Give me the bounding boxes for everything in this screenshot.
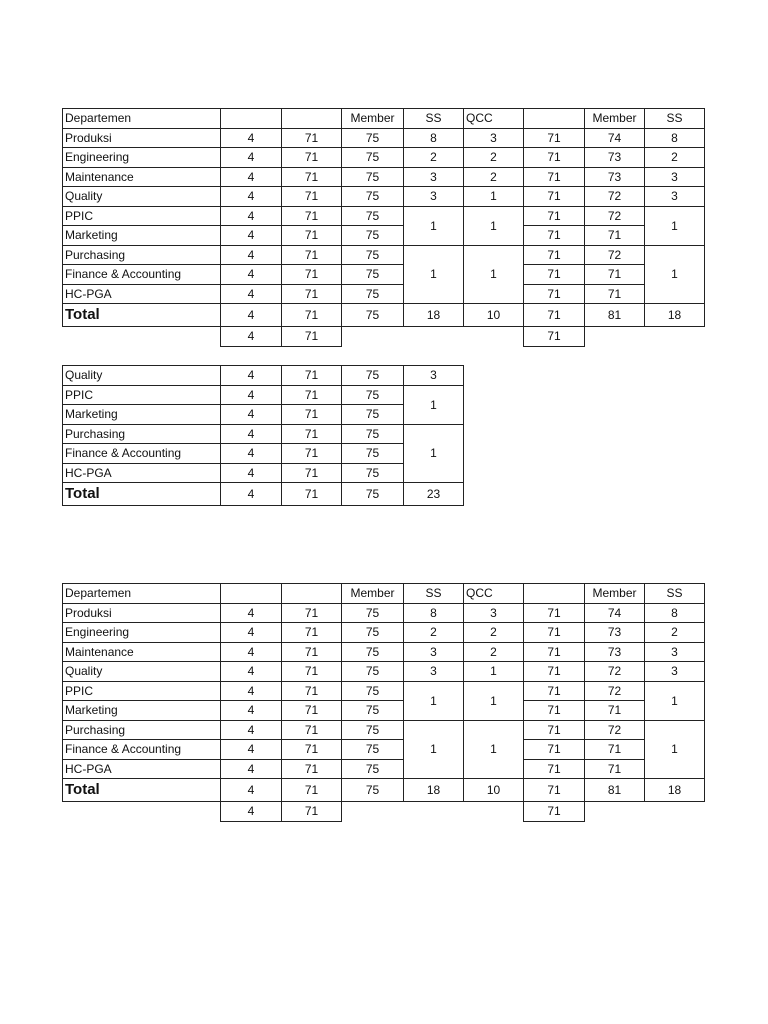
header-cell [524,584,585,604]
value-cell: 71 [282,187,342,207]
department-label: Marketing [63,226,221,246]
value-cell: 75 [342,740,404,760]
department-label: Quality [63,662,221,682]
value-cell: 71 [282,284,342,304]
value-cell: 71 [282,226,342,246]
header-cell [524,109,585,129]
total-cell: 75 [342,483,404,506]
value-cell: 2 [464,623,524,643]
value-cell: 75 [342,701,404,721]
department-table [62,108,705,347]
department-label: PPIC [63,681,221,701]
department-label: Produksi [63,603,221,623]
department-label: Marketing [63,701,221,721]
value-cell: 71 [282,740,342,760]
value-cell: 71 [282,148,342,168]
value-cell: 4 [221,681,282,701]
total-label: Total [63,483,221,506]
value-cell: 3 [645,662,705,682]
department-label: Maintenance [63,642,221,662]
total-cell: 75 [342,304,404,327]
table-row [63,226,705,246]
header-cell: Departemen [63,109,221,129]
value-cell: 75 [342,681,404,701]
total-cell: 18 [404,779,464,802]
value-cell: 75 [342,603,404,623]
department-label: Finance & Accounting [63,265,221,285]
value-cell: 74 [585,128,645,148]
total-cell: 75 [342,779,404,802]
merged-value-cell: 1 [404,245,464,304]
value-cell: 71 [524,681,585,701]
department-label: Purchasing [63,720,221,740]
empty-cell [342,327,404,347]
table-row [63,444,464,464]
value-cell: 75 [342,366,404,386]
table-row [63,187,705,207]
extra-cell: 4 [221,327,282,347]
value-cell: 4 [221,366,282,386]
table-row [63,662,705,682]
empty-cell [63,802,221,822]
total-cell: 4 [221,483,282,506]
extra-cell: 4 [221,802,282,822]
header-cell: SS [645,584,705,604]
empty-cell [342,802,404,822]
department-label: PPIC [63,385,221,405]
department-label: HC-PGA [63,463,221,483]
merged-value-cell: 1 [645,245,705,304]
total-cell: 18 [404,304,464,327]
total-cell: 4 [221,779,282,802]
table-row [63,642,705,662]
merged-value-cell: 1 [645,720,705,779]
value-cell: 71 [585,701,645,721]
value-cell: 71 [524,603,585,623]
department-label: PPIC [63,206,221,226]
value-cell: 71 [524,662,585,682]
value-cell: 71 [282,405,342,425]
value-cell: 4 [221,265,282,285]
value-cell: 3 [404,167,464,187]
value-cell: 71 [524,623,585,643]
table-row [63,366,464,386]
value-cell: 75 [342,385,404,405]
total-cell: 71 [524,779,585,802]
merged-value-cell: 1 [404,720,464,779]
value-cell: 71 [282,265,342,285]
total-cell: 81 [585,304,645,327]
value-cell: 2 [645,148,705,168]
table-row [63,148,705,168]
header-cell [221,584,282,604]
header-row [63,584,705,604]
department-label: Marketing [63,405,221,425]
value-cell: 75 [342,148,404,168]
header-cell: Member [342,109,404,129]
table-row [63,701,705,721]
value-cell: 4 [221,148,282,168]
empty-cell [404,802,464,822]
department-table [62,583,705,822]
value-cell: 71 [524,284,585,304]
value-cell: 4 [221,701,282,721]
value-cell: 3 [404,662,464,682]
value-cell: 71 [282,603,342,623]
value-cell: 4 [221,623,282,643]
total-cell: 23 [404,483,464,506]
table-bottom [62,583,705,822]
value-cell: 75 [342,463,404,483]
value-cell: 71 [282,623,342,643]
merged-value-cell: 1 [404,206,464,245]
value-cell: 71 [524,148,585,168]
value-cell: 72 [585,681,645,701]
value-cell: 71 [524,265,585,285]
table-row [63,463,464,483]
value-cell: 75 [342,642,404,662]
value-cell: 4 [221,603,282,623]
value-cell: 71 [524,720,585,740]
value-cell: 2 [464,167,524,187]
header-cell: QCC [464,109,524,129]
value-cell: 3 [404,366,464,386]
value-cell: 75 [342,623,404,643]
value-cell: 71 [282,167,342,187]
total-row [63,779,705,802]
value-cell: 71 [282,642,342,662]
value-cell: 71 [585,740,645,760]
value-cell: 71 [282,444,342,464]
merged-value-cell: 1 [645,681,705,720]
value-cell: 75 [342,720,404,740]
merged-value-cell: 1 [404,385,464,424]
table-row [63,405,464,425]
header-cell: Member [585,109,645,129]
table-row [63,167,705,187]
value-cell: 71 [524,642,585,662]
value-cell: 71 [282,720,342,740]
value-cell: 74 [585,603,645,623]
header-cell: SS [404,584,464,604]
table-middle [62,365,464,506]
value-cell: 8 [404,603,464,623]
value-cell: 73 [585,148,645,168]
department-label: HC-PGA [63,284,221,304]
total-cell: 4 [221,304,282,327]
header-cell [221,109,282,129]
value-cell: 71 [524,759,585,779]
table-row [63,681,705,701]
value-cell: 2 [464,642,524,662]
header-cell: QCC [464,584,524,604]
merged-value-cell: 1 [404,424,464,483]
value-cell: 4 [221,740,282,760]
department-label: Purchasing [63,245,221,265]
table-row [63,424,464,444]
value-cell: 4 [221,284,282,304]
value-cell: 3 [404,187,464,207]
empty-cell [464,802,524,822]
value-cell: 72 [585,206,645,226]
department-label: Purchasing [63,424,221,444]
department-subtable [62,365,464,506]
total-cell: 81 [585,779,645,802]
value-cell: 71 [524,128,585,148]
value-cell: 71 [282,385,342,405]
table-row [63,623,705,643]
value-cell: 4 [221,226,282,246]
header-cell: Member [342,584,404,604]
value-cell: 71 [524,206,585,226]
department-label: Quality [63,187,221,207]
merged-value-cell: 1 [464,206,524,245]
table-row [63,128,705,148]
header-cell: Departemen [63,584,221,604]
value-cell: 1 [464,662,524,682]
value-cell: 4 [221,128,282,148]
value-cell: 71 [282,701,342,721]
value-cell: 8 [645,128,705,148]
table-row [63,245,705,265]
value-cell: 71 [282,681,342,701]
table-row [63,720,705,740]
value-cell: 4 [221,385,282,405]
department-label: Produksi [63,128,221,148]
value-cell: 3 [645,642,705,662]
value-cell: 75 [342,405,404,425]
empty-cell [585,802,645,822]
value-cell: 71 [524,740,585,760]
total-cell: 18 [645,779,705,802]
value-cell: 72 [585,720,645,740]
table-row [63,265,705,285]
department-label: Quality [63,366,221,386]
value-cell: 72 [585,662,645,682]
value-cell: 71 [524,167,585,187]
total-label: Total [63,304,221,327]
value-cell: 3 [464,128,524,148]
value-cell: 3 [404,642,464,662]
table-row [63,206,705,226]
value-cell: 2 [404,623,464,643]
value-cell: 71 [282,759,342,779]
header-cell: Member [585,584,645,604]
value-cell: 75 [342,759,404,779]
department-label: Finance & Accounting [63,444,221,464]
extra-cell: 71 [524,802,585,822]
extra-cell: 71 [282,802,342,822]
value-cell: 3 [464,603,524,623]
total-label: Total [63,779,221,802]
value-cell: 75 [342,128,404,148]
header-row [63,109,705,129]
value-cell: 72 [585,187,645,207]
department-label: Engineering [63,148,221,168]
total-cell: 71 [282,483,342,506]
total-cell: 10 [464,304,524,327]
value-cell: 71 [282,366,342,386]
value-cell: 3 [645,187,705,207]
empty-cell [404,327,464,347]
merged-value-cell: 1 [464,681,524,720]
extra-cell: 71 [524,327,585,347]
header-cell: SS [645,109,705,129]
header-cell: SS [404,109,464,129]
department-label: Maintenance [63,167,221,187]
total-cell: 10 [464,779,524,802]
value-cell: 2 [404,148,464,168]
value-cell: 71 [282,245,342,265]
total-cell: 18 [645,304,705,327]
value-cell: 4 [221,662,282,682]
value-cell: 75 [342,662,404,682]
value-cell: 71 [524,245,585,265]
merged-value-cell: 1 [464,720,524,779]
department-label: Finance & Accounting [63,740,221,760]
value-cell: 4 [221,424,282,444]
value-cell: 75 [342,187,404,207]
value-cell: 75 [342,245,404,265]
value-cell: 72 [585,245,645,265]
value-cell: 71 [282,128,342,148]
value-cell: 4 [221,245,282,265]
table-row [63,603,705,623]
value-cell: 2 [645,623,705,643]
value-cell: 73 [585,167,645,187]
value-cell: 4 [221,463,282,483]
value-cell: 71 [282,206,342,226]
empty-cell [63,327,221,347]
table-top [62,108,705,347]
total-row [63,483,464,506]
total-row [63,304,705,327]
header-cell [282,109,342,129]
value-cell: 4 [221,167,282,187]
value-cell: 4 [221,642,282,662]
value-cell: 71 [282,424,342,444]
value-cell: 4 [221,187,282,207]
value-cell: 71 [524,226,585,246]
header-cell [282,584,342,604]
value-cell: 71 [524,187,585,207]
value-cell: 75 [342,284,404,304]
value-cell: 75 [342,265,404,285]
value-cell: 73 [585,623,645,643]
value-cell: 8 [404,128,464,148]
empty-cell [585,327,645,347]
value-cell: 75 [342,226,404,246]
empty-cell [645,327,705,347]
total-cell: 71 [524,304,585,327]
value-cell: 71 [585,284,645,304]
value-cell: 4 [221,444,282,464]
value-cell: 75 [342,206,404,226]
total-cell: 71 [282,779,342,802]
value-cell: 8 [645,603,705,623]
value-cell: 71 [585,759,645,779]
department-label: HC-PGA [63,759,221,779]
value-cell: 71 [282,463,342,483]
value-cell: 4 [221,720,282,740]
table-row [63,759,705,779]
value-cell: 71 [524,701,585,721]
value-cell: 75 [342,444,404,464]
department-label: Engineering [63,623,221,643]
value-cell: 1 [464,187,524,207]
total-cell: 71 [282,304,342,327]
value-cell: 71 [585,265,645,285]
merged-value-cell: 1 [645,206,705,245]
value-cell: 75 [342,424,404,444]
value-cell: 4 [221,405,282,425]
value-cell: 75 [342,167,404,187]
value-cell: 3 [645,167,705,187]
empty-cell [464,327,524,347]
value-cell: 2 [464,148,524,168]
value-cell: 71 [282,662,342,682]
value-cell: 71 [585,226,645,246]
merged-value-cell: 1 [404,681,464,720]
extra-row [63,327,705,347]
extra-row [63,802,705,822]
table-row [63,385,464,405]
table-row [63,284,705,304]
value-cell: 4 [221,206,282,226]
table-row [63,740,705,760]
value-cell: 73 [585,642,645,662]
value-cell: 4 [221,759,282,779]
empty-cell [645,802,705,822]
merged-value-cell: 1 [464,245,524,304]
extra-cell: 71 [282,327,342,347]
